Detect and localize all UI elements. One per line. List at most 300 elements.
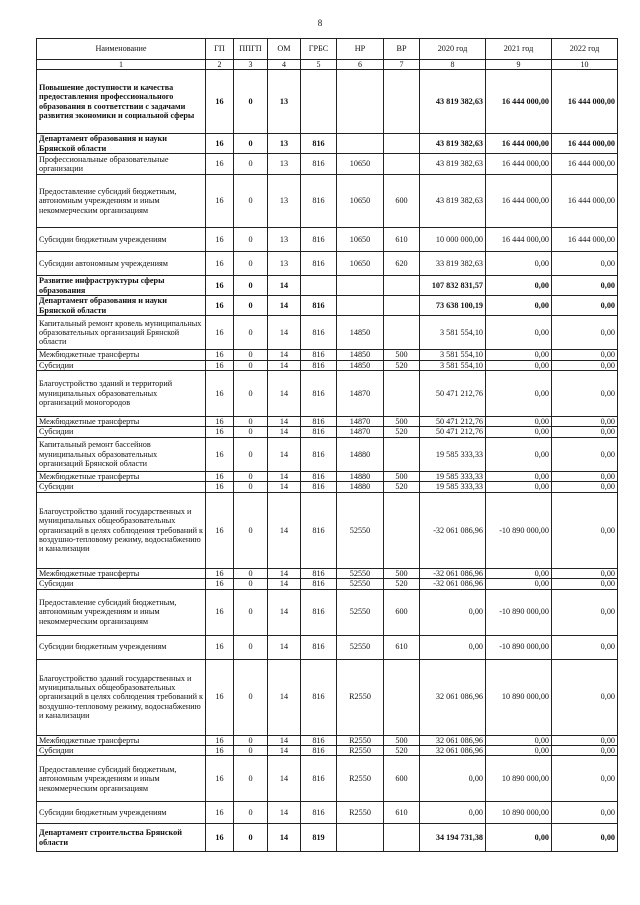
cell-gp: 16	[206, 745, 234, 755]
cell-om: 14	[268, 735, 301, 745]
cell-ppgp: 0	[234, 802, 268, 824]
cell-ppgp: 0	[234, 635, 268, 659]
cell-ppgp: 0	[234, 252, 268, 276]
col-index: 10	[552, 60, 618, 70]
cell-nr: 14870	[337, 371, 384, 417]
cell-vr	[384, 134, 420, 154]
cell-om: 14	[268, 350, 301, 360]
col-header-nr: НР	[337, 39, 384, 60]
cell-om: 14	[268, 659, 301, 735]
cell-vr: 520	[384, 579, 420, 589]
cell-name: Субсидии	[37, 745, 206, 755]
cell-nr	[337, 70, 384, 134]
cell-ppgp: 0	[234, 134, 268, 154]
col-index: 1	[37, 60, 206, 70]
cell-gp: 16	[206, 427, 234, 437]
cell-gp: 16	[206, 471, 234, 481]
cell-gp: 16	[206, 635, 234, 659]
cell-name: Межбюджетные трансферты	[37, 417, 206, 427]
cell-grbs: 816	[301, 417, 337, 427]
cell-ppgp: 0	[234, 437, 268, 471]
table-row	[37, 427, 618, 437]
cell-2020: 107 832 831,57	[420, 276, 486, 296]
cell-om: 14	[268, 635, 301, 659]
table-row	[37, 134, 618, 154]
col-header-2020: 2020 год	[420, 39, 486, 60]
cell-om: 14	[268, 756, 301, 802]
table-row	[37, 316, 618, 350]
cell-2022: 0,00	[552, 417, 618, 427]
cell-grbs: 816	[301, 296, 337, 316]
cell-vr: 610	[384, 635, 420, 659]
cell-nr: R2550	[337, 659, 384, 735]
cell-ppgp: 0	[234, 360, 268, 370]
cell-vr: 500	[384, 568, 420, 578]
cell-om: 14	[268, 360, 301, 370]
cell-om: 14	[268, 568, 301, 578]
cell-nr: 14850	[337, 316, 384, 350]
cell-nr	[337, 276, 384, 296]
cell-2021: 10 890 000,00	[486, 802, 552, 824]
cell-vr	[384, 70, 420, 134]
cell-vr: 520	[384, 427, 420, 437]
cell-nr	[337, 134, 384, 154]
cell-name: Субсидии	[37, 579, 206, 589]
cell-om: 13	[268, 175, 301, 228]
col-index: 3	[234, 60, 268, 70]
cell-2021: 16 444 000,00	[486, 70, 552, 134]
cell-gp: 16	[206, 437, 234, 471]
cell-grbs: 816	[301, 175, 337, 228]
cell-name: Субсидии	[37, 482, 206, 492]
cell-2020: -32 061 086,96	[420, 579, 486, 589]
table-row	[37, 175, 618, 228]
cell-name: Межбюджетные трансферты	[37, 471, 206, 481]
cell-2022: 16 444 000,00	[552, 228, 618, 252]
cell-2022: 0,00	[552, 437, 618, 471]
cell-ppgp: 0	[234, 471, 268, 481]
col-index: 7	[384, 60, 420, 70]
cell-nr	[337, 296, 384, 316]
cell-2020: 73 638 100,19	[420, 296, 486, 316]
cell-2020: 32 061 086,96	[420, 735, 486, 745]
cell-2020: 34 194 731,38	[420, 824, 486, 852]
cell-gp: 16	[206, 417, 234, 427]
cell-vr: 520	[384, 360, 420, 370]
cell-om: 14	[268, 589, 301, 635]
cell-vr: 520	[384, 482, 420, 492]
cell-grbs	[301, 276, 337, 296]
cell-gp: 16	[206, 154, 234, 175]
table-row	[37, 371, 618, 417]
col-index: 5	[301, 60, 337, 70]
cell-2022: 0,00	[552, 735, 618, 745]
cell-nr	[337, 824, 384, 852]
cell-2021: 0,00	[486, 360, 552, 370]
cell-2020: 32 061 086,96	[420, 745, 486, 755]
cell-ppgp: 0	[234, 482, 268, 492]
table-row	[37, 659, 618, 735]
cell-nr: R2550	[337, 802, 384, 824]
cell-nr: 14850	[337, 360, 384, 370]
cell-gp: 16	[206, 735, 234, 745]
cell-gp: 16	[206, 175, 234, 228]
col-header-name: Наименование	[37, 39, 206, 60]
cell-ppgp: 0	[234, 175, 268, 228]
cell-vr	[384, 276, 420, 296]
cell-ppgp: 0	[234, 745, 268, 755]
cell-2020: 43 819 382,63	[420, 154, 486, 175]
cell-ppgp: 0	[234, 659, 268, 735]
col-header-2021: 2021 год	[486, 39, 552, 60]
cell-2022: 0,00	[552, 482, 618, 492]
cell-name: Развитие инфраструктуры сферы образования	[37, 276, 206, 296]
cell-ppgp: 0	[234, 824, 268, 852]
table-row	[37, 802, 618, 824]
cell-grbs	[301, 70, 337, 134]
cell-gp: 16	[206, 350, 234, 360]
cell-2020: 0,00	[420, 635, 486, 659]
cell-vr	[384, 437, 420, 471]
cell-2022: 0,00	[552, 471, 618, 481]
cell-name: Благоустройство зданий государственных и муниципальных общеобразовательных организаций в целях соблюдения требований к воздушно-тепловому режиму, водоснабжению и канализации	[37, 492, 206, 568]
cell-nr: 14880	[337, 471, 384, 481]
cell-name: Межбюджетные трансферты	[37, 568, 206, 578]
cell-grbs: 816	[301, 579, 337, 589]
cell-2021: 0,00	[486, 316, 552, 350]
col-index: 9	[486, 60, 552, 70]
table-row	[37, 437, 618, 471]
cell-om: 14	[268, 482, 301, 492]
cell-vr	[384, 154, 420, 175]
table-row	[37, 635, 618, 659]
cell-name: Капитальный ремонт кровель муниципальных образовательных организаций Брянской области	[37, 316, 206, 350]
cell-2021: 0,00	[486, 482, 552, 492]
cell-grbs: 816	[301, 360, 337, 370]
cell-vr: 500	[384, 735, 420, 745]
cell-grbs: 816	[301, 635, 337, 659]
cell-2021: 0,00	[486, 371, 552, 417]
budget-table	[36, 38, 618, 852]
cell-2020: 3 581 554,10	[420, 360, 486, 370]
cell-gp: 16	[206, 252, 234, 276]
cell-2020: 50 471 212,76	[420, 427, 486, 437]
cell-om: 13	[268, 70, 301, 134]
cell-vr: 500	[384, 471, 420, 481]
col-index: 6	[337, 60, 384, 70]
page-number: 8	[317, 18, 323, 28]
cell-2021: 0,00	[486, 276, 552, 296]
table-row	[37, 228, 618, 252]
table-row	[37, 296, 618, 316]
cell-om: 13	[268, 134, 301, 154]
cell-om: 14	[268, 492, 301, 568]
table-row	[37, 824, 618, 852]
col-index: 4	[268, 60, 301, 70]
cell-2021: 0,00	[486, 350, 552, 360]
cell-ppgp: 0	[234, 756, 268, 802]
cell-gp: 16	[206, 568, 234, 578]
cell-vr	[384, 824, 420, 852]
cell-2022: 0,00	[552, 296, 618, 316]
cell-name: Субсидии бюджетным учреждениям	[37, 802, 206, 824]
cell-2021: 0,00	[486, 745, 552, 755]
cell-vr	[384, 492, 420, 568]
cell-2021: 0,00	[486, 252, 552, 276]
cell-name: Субсидии бюджетным учреждениям	[37, 635, 206, 659]
cell-om: 14	[268, 437, 301, 471]
col-header-ppgp: ППГП	[234, 39, 268, 60]
cell-nr: 52550	[337, 589, 384, 635]
cell-nr: R2550	[337, 735, 384, 745]
cell-om: 14	[268, 802, 301, 824]
cell-grbs: 816	[301, 756, 337, 802]
cell-ppgp: 0	[234, 154, 268, 175]
cell-ppgp: 0	[234, 492, 268, 568]
cell-grbs: 816	[301, 252, 337, 276]
cell-name: Субсидии	[37, 427, 206, 437]
cell-om: 13	[268, 154, 301, 175]
cell-2020: 10 000 000,00	[420, 228, 486, 252]
cell-grbs: 816	[301, 659, 337, 735]
column-index-row	[37, 60, 618, 70]
cell-2022: 0,00	[552, 589, 618, 635]
cell-2020: -32 061 086,96	[420, 568, 486, 578]
cell-om: 14	[268, 427, 301, 437]
cell-2022: 0,00	[552, 745, 618, 755]
cell-grbs: 816	[301, 228, 337, 252]
cell-2020: 32 061 086,96	[420, 659, 486, 735]
cell-gp: 16	[206, 360, 234, 370]
cell-2020: 33 819 382,63	[420, 252, 486, 276]
cell-ppgp: 0	[234, 589, 268, 635]
col-index: 2	[206, 60, 234, 70]
cell-2020: 0,00	[420, 589, 486, 635]
cell-2020: 19 585 333,33	[420, 471, 486, 481]
table-row	[37, 745, 618, 755]
cell-vr: 600	[384, 756, 420, 802]
cell-gp: 16	[206, 756, 234, 802]
cell-ppgp: 0	[234, 371, 268, 417]
cell-vr: 620	[384, 252, 420, 276]
cell-om: 14	[268, 371, 301, 417]
table-row	[37, 579, 618, 589]
cell-nr: 14870	[337, 417, 384, 427]
table-row	[37, 756, 618, 802]
cell-nr: R2550	[337, 745, 384, 755]
cell-om: 14	[268, 296, 301, 316]
cell-om: 13	[268, 252, 301, 276]
col-index: 8	[420, 60, 486, 70]
cell-nr: 10650	[337, 154, 384, 175]
cell-name: Субсидии автономным учреждениям	[37, 252, 206, 276]
cell-2022: 0,00	[552, 252, 618, 276]
cell-name: Межбюджетные трансферты	[37, 350, 206, 360]
cell-nr: 52550	[337, 635, 384, 659]
col-header-2022: 2022 год	[552, 39, 618, 60]
table-row	[37, 471, 618, 481]
table-row	[37, 589, 618, 635]
cell-2021: 16 444 000,00	[486, 134, 552, 154]
cell-grbs: 819	[301, 824, 337, 852]
cell-grbs: 816	[301, 745, 337, 755]
cell-name: Предоставление субсидий бюджетным, автономным учреждениям и иным некоммерческим организациям	[37, 175, 206, 228]
cell-2021: 16 444 000,00	[486, 175, 552, 228]
cell-2021: -10 890 000,00	[486, 492, 552, 568]
header-row	[37, 39, 618, 60]
cell-2021: 0,00	[486, 437, 552, 471]
cell-gp: 16	[206, 296, 234, 316]
cell-name: Благоустройство зданий и территорий муниципальных образовательных организаций моногородов	[37, 371, 206, 417]
cell-ppgp: 0	[234, 296, 268, 316]
cell-2020: 0,00	[420, 802, 486, 824]
cell-gp: 16	[206, 134, 234, 154]
cell-nr: 52550	[337, 579, 384, 589]
cell-name: Департамент образования и науки Брянской области	[37, 296, 206, 316]
col-header-om: ОМ	[268, 39, 301, 60]
cell-grbs: 816	[301, 492, 337, 568]
cell-gp: 16	[206, 492, 234, 568]
cell-2021: 0,00	[486, 427, 552, 437]
cell-name: Субсидии бюджетным учреждениям	[37, 228, 206, 252]
cell-om: 14	[268, 471, 301, 481]
cell-om: 14	[268, 316, 301, 350]
cell-nr: 14880	[337, 437, 384, 471]
cell-gp: 16	[206, 824, 234, 852]
cell-grbs: 816	[301, 134, 337, 154]
table-row	[37, 154, 618, 175]
col-header-gp: ГП	[206, 39, 234, 60]
cell-2021: 10 890 000,00	[486, 659, 552, 735]
cell-2022: 0,00	[552, 316, 618, 350]
cell-ppgp: 0	[234, 579, 268, 589]
cell-2022: 0,00	[552, 360, 618, 370]
table-row	[37, 70, 618, 134]
cell-nr: 10650	[337, 252, 384, 276]
cell-vr: 600	[384, 175, 420, 228]
cell-gp: 16	[206, 659, 234, 735]
cell-2022: 0,00	[552, 659, 618, 735]
col-header-vr: ВР	[384, 39, 420, 60]
cell-2020: 50 471 212,76	[420, 371, 486, 417]
cell-ppgp: 0	[234, 735, 268, 745]
cell-gp: 16	[206, 316, 234, 350]
cell-gp: 16	[206, 579, 234, 589]
table-row	[37, 492, 618, 568]
cell-2021: -10 890 000,00	[486, 589, 552, 635]
cell-2021: 0,00	[486, 417, 552, 427]
cell-ppgp: 0	[234, 568, 268, 578]
cell-2022: 16 444 000,00	[552, 134, 618, 154]
table-row	[37, 276, 618, 296]
cell-gp: 16	[206, 802, 234, 824]
cell-vr: 520	[384, 745, 420, 755]
cell-2020: -32 061 086,96	[420, 492, 486, 568]
table-row	[37, 417, 618, 427]
cell-2022: 0,00	[552, 350, 618, 360]
cell-ppgp: 0	[234, 276, 268, 296]
cell-2022: 0,00	[552, 371, 618, 417]
cell-grbs: 816	[301, 568, 337, 578]
cell-vr: 610	[384, 228, 420, 252]
cell-grbs: 816	[301, 427, 337, 437]
cell-2020: 43 819 382,63	[420, 175, 486, 228]
cell-2022: 0,00	[552, 756, 618, 802]
cell-2020: 19 585 333,33	[420, 437, 486, 471]
cell-ppgp: 0	[234, 417, 268, 427]
cell-2022: 0,00	[552, 579, 618, 589]
cell-name: Межбюджетные трансферты	[37, 735, 206, 745]
cell-2021: -10 890 000,00	[486, 635, 552, 659]
cell-grbs: 816	[301, 471, 337, 481]
cell-name: Предоставление субсидий бюджетным, автономным учреждениям и иным некоммерческим организациям	[37, 589, 206, 635]
cell-ppgp: 0	[234, 427, 268, 437]
cell-2022: 0,00	[552, 802, 618, 824]
cell-om: 13	[268, 228, 301, 252]
cell-name: Предоставление субсидий бюджетным, автономным учреждениям и иным некоммерческим организациям	[37, 756, 206, 802]
cell-gp: 16	[206, 276, 234, 296]
cell-name: Благоустройство зданий государственных и муниципальных общеобразовательных организаций в целях соблюдения требований к воздушно-тепловому режиму, водоснабжению и канализации	[37, 659, 206, 735]
table-row	[37, 360, 618, 370]
cell-2020: 3 581 554,10	[420, 316, 486, 350]
cell-2022: 16 444 000,00	[552, 154, 618, 175]
col-header-grbs: ГРБС	[301, 39, 337, 60]
cell-gp: 16	[206, 70, 234, 134]
cell-name: Повышение доступности и качества предоставления профессионального образования в соответствии с задачами развития экономики и социальной сферы	[37, 70, 206, 134]
cell-2020: 43 819 382,63	[420, 134, 486, 154]
cell-2022: 0,00	[552, 824, 618, 852]
cell-2022: 0,00	[552, 276, 618, 296]
cell-2021: 0,00	[486, 824, 552, 852]
cell-name: Профессиональные образовательные организации	[37, 154, 206, 175]
cell-2022: 0,00	[552, 427, 618, 437]
cell-nr: 52550	[337, 568, 384, 578]
cell-nr: R2550	[337, 756, 384, 802]
cell-2021: 0,00	[486, 735, 552, 745]
cell-grbs: 816	[301, 589, 337, 635]
cell-gp: 16	[206, 482, 234, 492]
cell-name: Департамент образования и науки Брянской области	[37, 134, 206, 154]
cell-nr: 14870	[337, 427, 384, 437]
cell-ppgp: 0	[234, 228, 268, 252]
cell-grbs: 816	[301, 154, 337, 175]
cell-vr	[384, 659, 420, 735]
cell-2021: 0,00	[486, 568, 552, 578]
cell-gp: 16	[206, 589, 234, 635]
cell-vr: 600	[384, 589, 420, 635]
cell-2020: 50 471 212,76	[420, 417, 486, 427]
cell-2021: 10 890 000,00	[486, 756, 552, 802]
cell-name: Департамент строительства Брянской области	[37, 824, 206, 852]
cell-om: 14	[268, 579, 301, 589]
cell-name: Капитальный ремонт бассейнов муниципальных образовательных организаций Брянской области	[37, 437, 206, 471]
cell-nr: 10650	[337, 175, 384, 228]
cell-2021: 16 444 000,00	[486, 154, 552, 175]
cell-2022: 0,00	[552, 492, 618, 568]
cell-gp: 16	[206, 228, 234, 252]
cell-2020: 43 819 382,63	[420, 70, 486, 134]
cell-2022: 0,00	[552, 635, 618, 659]
cell-om: 14	[268, 745, 301, 755]
cell-ppgp: 0	[234, 350, 268, 360]
cell-nr: 14880	[337, 482, 384, 492]
table-row	[37, 735, 618, 745]
cell-grbs: 816	[301, 350, 337, 360]
cell-2021: 0,00	[486, 296, 552, 316]
table-row	[37, 568, 618, 578]
cell-2020: 3 581 554,10	[420, 350, 486, 360]
cell-2022: 16 444 000,00	[552, 70, 618, 134]
